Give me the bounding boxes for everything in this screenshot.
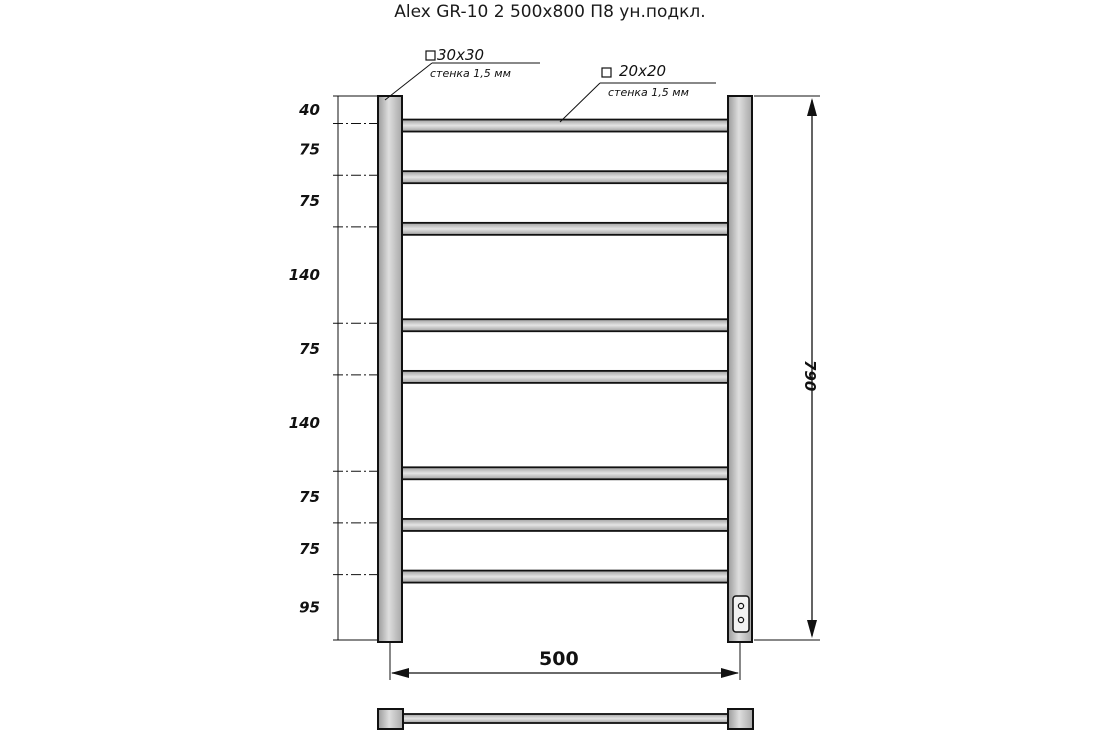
spacing-label: 75 <box>299 192 320 211</box>
drawing-title: Alex GR-10 2 500x800 П8 ун.подкл. <box>394 2 706 22</box>
right-vertical-pipe <box>728 96 752 642</box>
left-pipe-wall: стенка 1,5 мм <box>430 67 511 80</box>
rung <box>402 571 728 583</box>
arrow-right-icon <box>721 668 739 678</box>
left-vertical-pipe <box>378 96 402 642</box>
arrow-down-icon <box>807 620 817 638</box>
arrow-up-icon <box>807 98 817 116</box>
spacing-label: 75 <box>299 488 320 507</box>
rung <box>402 519 728 531</box>
rung <box>402 467 728 479</box>
spacing-label: 75 <box>299 539 320 558</box>
rung <box>402 371 728 383</box>
left-pipe-size: 30x30 <box>437 46 485 64</box>
square-section-icon <box>426 51 435 60</box>
rung-wall: стенка 1,5 мм <box>608 86 689 99</box>
rung <box>402 171 728 183</box>
spacing-label: 40 <box>299 100 320 119</box>
spacing-label: 140 <box>288 266 320 285</box>
top-view <box>378 709 753 729</box>
rung-leader <box>560 83 600 122</box>
spacing-label: 95 <box>299 598 320 617</box>
rung <box>402 223 728 235</box>
rung-size: 20x20 <box>619 62 667 80</box>
spacing-label: 140 <box>288 414 320 433</box>
total-height-label: 790 <box>801 360 819 392</box>
spacing-labels <box>289 101 320 617</box>
spacing-label: 75 <box>299 140 320 159</box>
square-section-icon <box>602 68 611 77</box>
arrow-left-icon <box>391 668 409 678</box>
left-pipe-leader <box>385 63 432 100</box>
rungs <box>402 120 728 583</box>
connection-box-icon <box>733 596 749 632</box>
total-width-label: 500 <box>539 648 579 670</box>
spacing-label: 75 <box>299 340 320 359</box>
rung <box>402 319 728 331</box>
rung <box>402 120 728 132</box>
